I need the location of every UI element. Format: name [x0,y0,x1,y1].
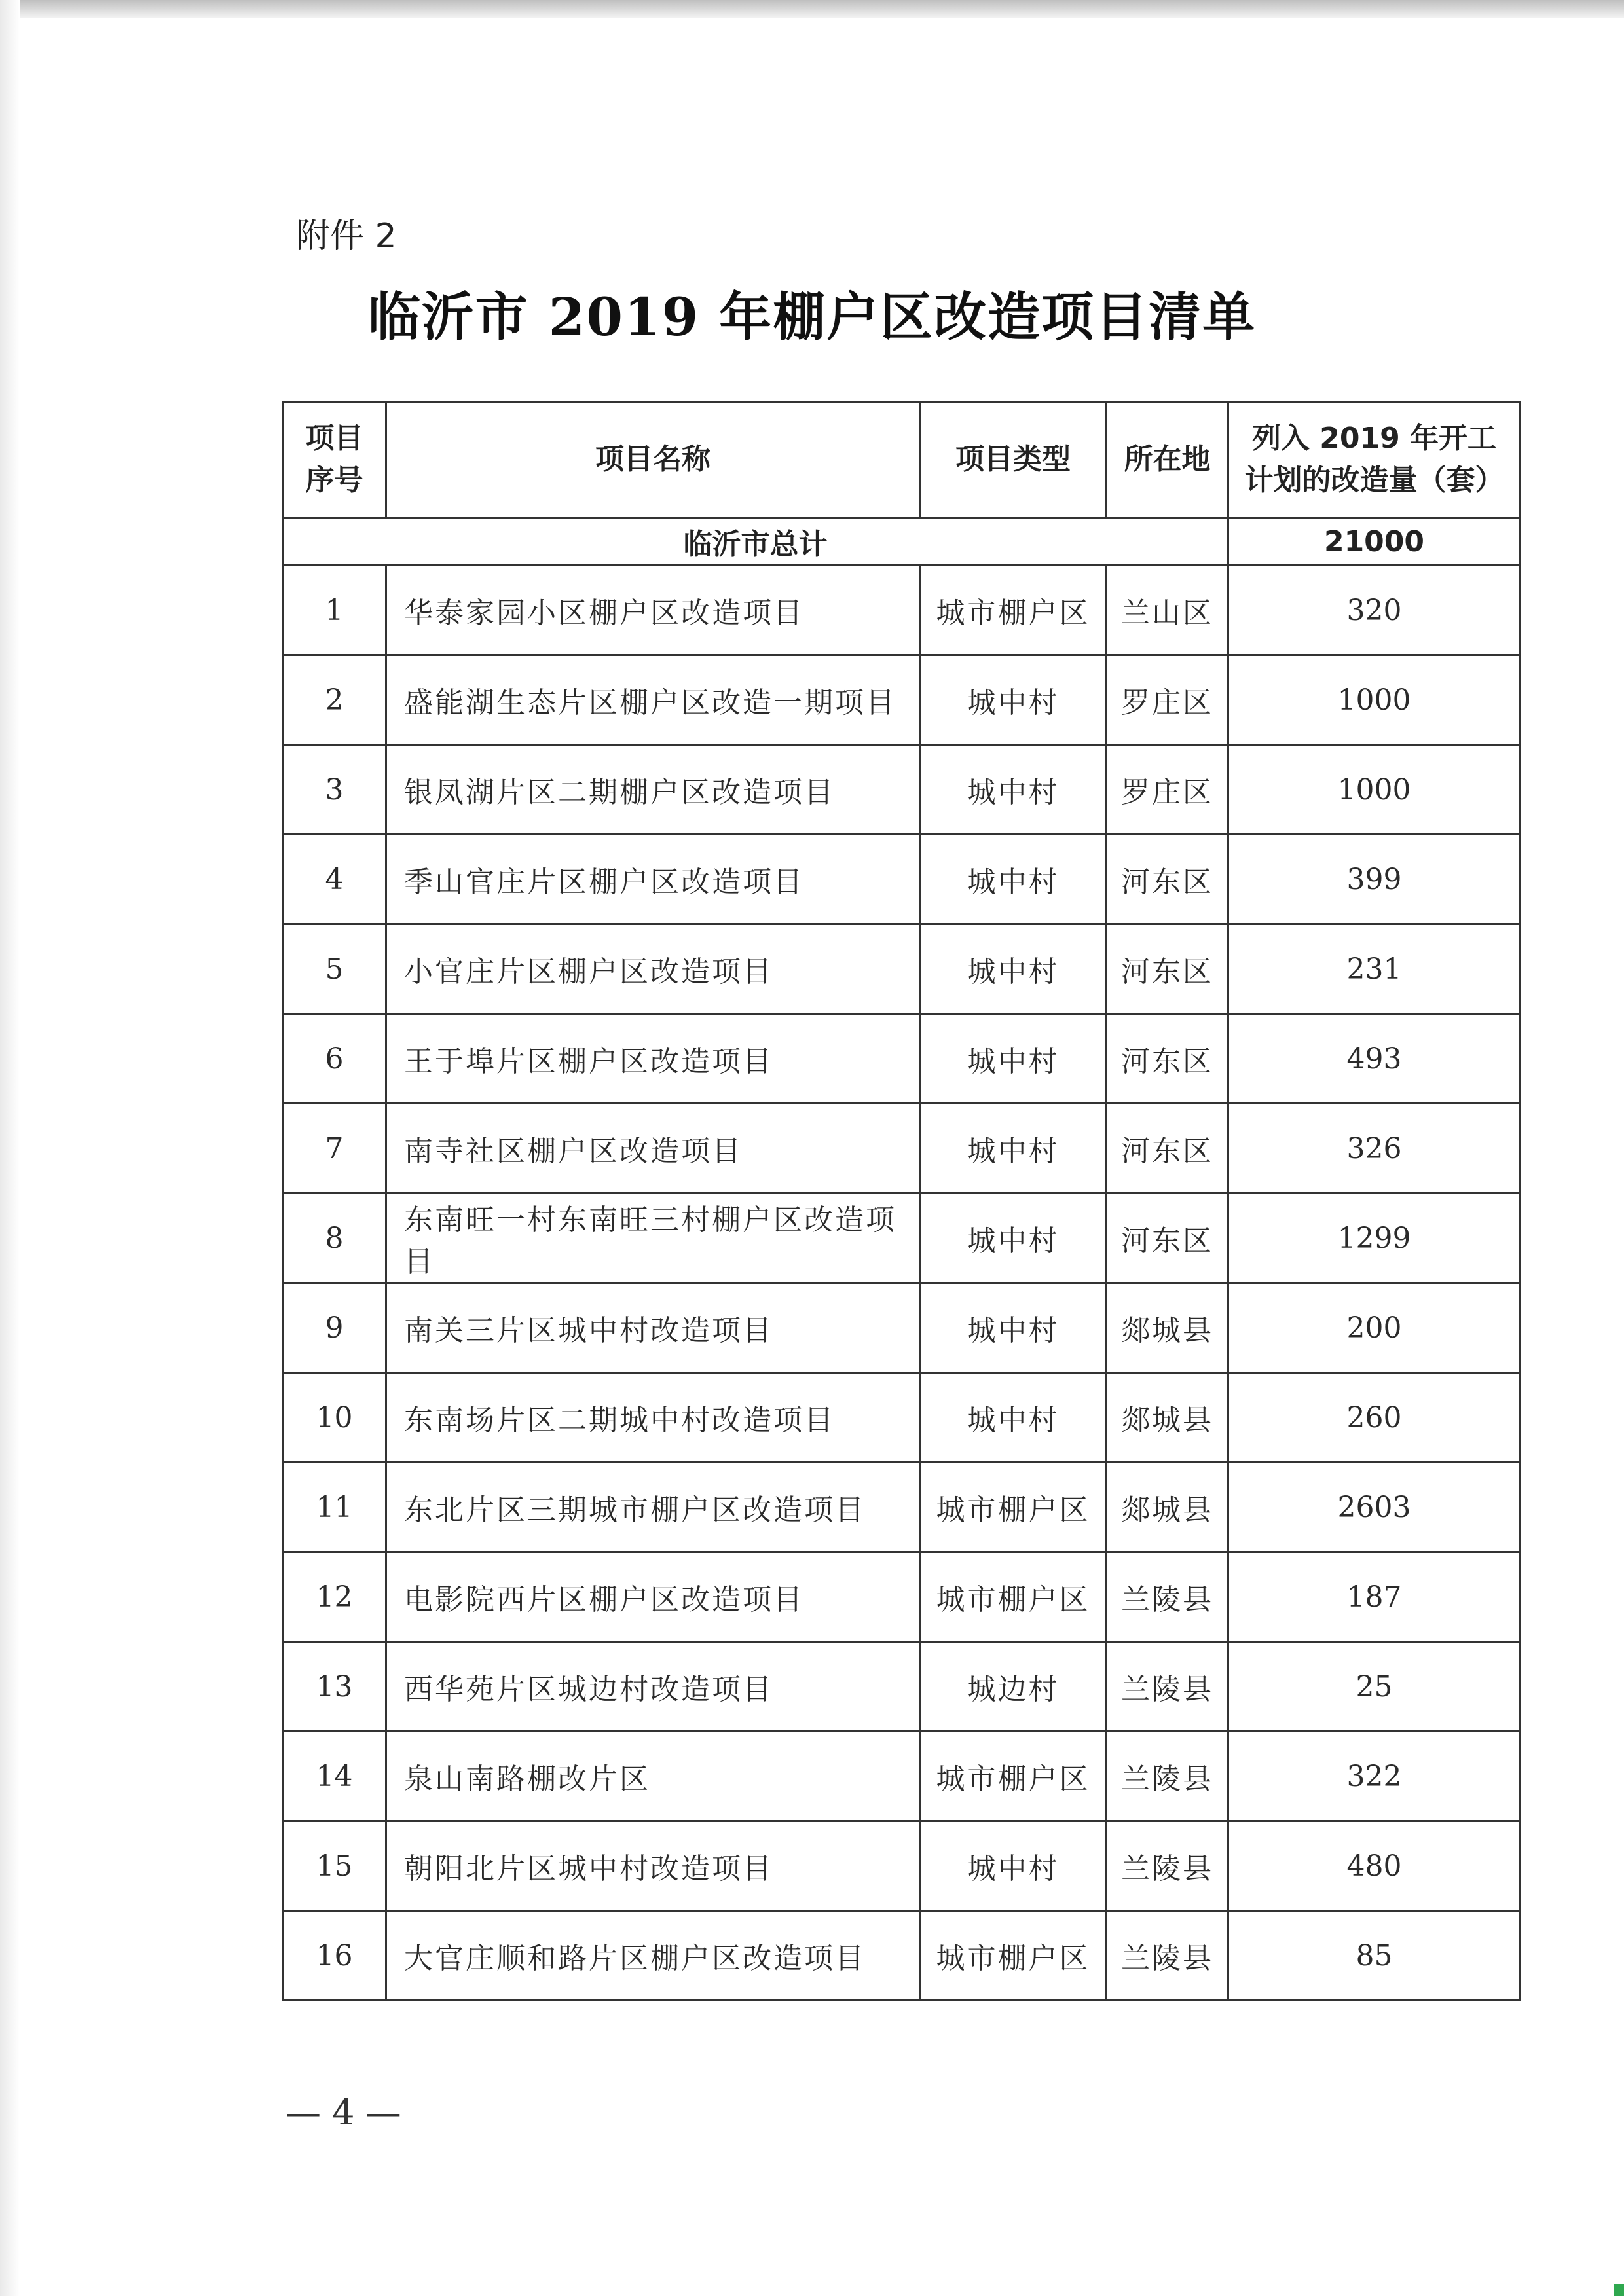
cell-type: 城市棚户区 [920,1732,1107,1821]
cell-type: 城边村 [920,1642,1107,1732]
document-title: 临沂市 2019 年棚户区改造项目清单 [367,286,1257,348]
cell-name: 朝阳北片区城中村改造项目 [386,1821,920,1911]
cell-quantity: 260 [1228,1373,1521,1463]
scan-corner-mark [1614,2284,1624,2296]
table-row [283,1552,1521,1642]
cell-seq: 10 [283,1373,386,1463]
cell-quantity: 493 [1228,1014,1521,1104]
cell-location: 河东区 [1107,1014,1228,1104]
cell-seq: 7 [283,1104,386,1194]
cell-quantity: 1000 [1228,745,1521,835]
project-table [282,401,1521,2001]
total-row [283,518,1521,566]
cell-location: 罗庄区 [1107,745,1228,835]
cell-name: 电影院西片区棚户区改造项目 [386,1552,920,1642]
cell-quantity: 326 [1228,1104,1521,1194]
cell-seq: 15 [283,1821,386,1911]
cell-quantity: 1000 [1228,655,1521,745]
table-row [283,655,1521,745]
cell-name: 盛能湖生态片区棚户区改造一期项目 [386,655,920,745]
table-row [283,1283,1521,1373]
total-value: 21000 [1228,518,1521,566]
cell-name: 泉山南路棚改片区 [386,1732,920,1821]
cell-seq: 3 [283,745,386,835]
cell-type: 城市棚户区 [920,1552,1107,1642]
cell-quantity: 399 [1228,835,1521,924]
cell-type: 城市棚户区 [920,1463,1107,1552]
cell-quantity: 85 [1228,1911,1521,2001]
cell-quantity: 322 [1228,1732,1521,1821]
cell-seq: 13 [283,1642,386,1732]
table-row [283,1104,1521,1194]
cell-seq: 11 [283,1463,386,1552]
cell-location: 兰陵县 [1107,1911,1228,2001]
cell-quantity: 187 [1228,1552,1521,1642]
cell-type: 城中村 [920,924,1107,1014]
scan-edge-top [0,0,1624,18]
cell-type: 城中村 [920,1373,1107,1463]
table-row [283,1194,1521,1283]
cell-location: 郯城县 [1107,1283,1228,1373]
cell-name: 银凤湖片区二期棚户区改造项目 [386,745,920,835]
table-row [283,1821,1521,1911]
cell-quantity: 480 [1228,1821,1521,1911]
cell-seq: 1 [283,566,386,655]
cell-type: 城市棚户区 [920,566,1107,655]
cell-type: 城中村 [920,745,1107,835]
cell-name: 小官庄片区棚户区改造项目 [386,924,920,1014]
cell-type: 城中村 [920,1283,1107,1373]
cell-quantity: 320 [1228,566,1521,655]
cell-seq: 8 [283,1194,386,1283]
cell-seq: 5 [283,924,386,1014]
cell-name: 东南旺一村东南旺三村棚户区改造项目 [386,1194,920,1283]
cell-type: 城中村 [920,1104,1107,1194]
table-row [283,1732,1521,1821]
cell-location: 兰陵县 [1107,1821,1228,1911]
cell-quantity: 2603 [1228,1463,1521,1552]
cell-name: 大官庄顺和路片区棚户区改造项目 [386,1911,920,2001]
cell-quantity: 200 [1228,1283,1521,1373]
cell-name: 东南场片区二期城中村改造项目 [386,1373,920,1463]
header-row [283,402,1521,518]
cell-name: 季山官庄片区棚户区改造项目 [386,835,920,924]
cell-quantity: 25 [1228,1642,1521,1732]
cell-name: 西华苑片区城边村改造项目 [386,1642,920,1732]
cell-location: 河东区 [1107,1104,1228,1194]
table-row [283,1642,1521,1732]
cell-quantity: 1299 [1228,1194,1521,1283]
header-seq: 项目 序号 [283,402,386,518]
cell-name: 南关三片区城中村改造项目 [386,1283,920,1373]
cell-name: 王于埠片区棚户区改造项目 [386,1014,920,1104]
cell-seq: 12 [283,1552,386,1642]
table-row [283,924,1521,1014]
cell-quantity: 231 [1228,924,1521,1014]
cell-seq: 6 [283,1014,386,1104]
cell-location: 河东区 [1107,1194,1228,1283]
cell-name: 华泰家园小区棚户区改造项目 [386,566,920,655]
cell-location: 兰陵县 [1107,1552,1228,1642]
table-row [283,835,1521,924]
cell-seq: 14 [283,1732,386,1821]
cell-location: 兰山区 [1107,566,1228,655]
header-type: 项目类型 [920,402,1107,518]
cell-type: 城中村 [920,655,1107,745]
cell-location: 兰陵县 [1107,1732,1228,1821]
cell-seq: 4 [283,835,386,924]
cell-location: 郯城县 [1107,1463,1228,1552]
table-row [283,745,1521,835]
attachment-label: 附件 2 [296,217,397,256]
cell-seq: 2 [283,655,386,745]
table-row [283,1014,1521,1104]
table-row [283,1373,1521,1463]
cell-name: 南寺社区棚户区改造项目 [386,1104,920,1194]
cell-type: 城中村 [920,835,1107,924]
cell-location: 河东区 [1107,835,1228,924]
cell-seq: 9 [283,1283,386,1373]
total-label: 临沂市总计 [283,518,1228,566]
table-row [283,1463,1521,1552]
header-name: 项目名称 [386,402,920,518]
cell-location: 罗庄区 [1107,655,1228,745]
header-quantity: 列入 2019 年开工 计划的改造量（套） [1228,402,1521,518]
cell-location: 兰陵县 [1107,1642,1228,1732]
cell-seq: 16 [283,1911,386,2001]
cell-location: 郯城县 [1107,1373,1228,1463]
cell-name: 东北片区三期城市棚户区改造项目 [386,1463,920,1552]
header-location: 所在地 [1107,402,1228,518]
cell-type: 城中村 [920,1194,1107,1283]
cell-type: 城中村 [920,1821,1107,1911]
page-number: — 4 — [286,2092,401,2133]
cell-location: 河东区 [1107,924,1228,1014]
table-row [283,566,1521,655]
cell-type: 城中村 [920,1014,1107,1104]
table-row [283,1911,1521,2001]
cell-type: 城市棚户区 [920,1911,1107,2001]
